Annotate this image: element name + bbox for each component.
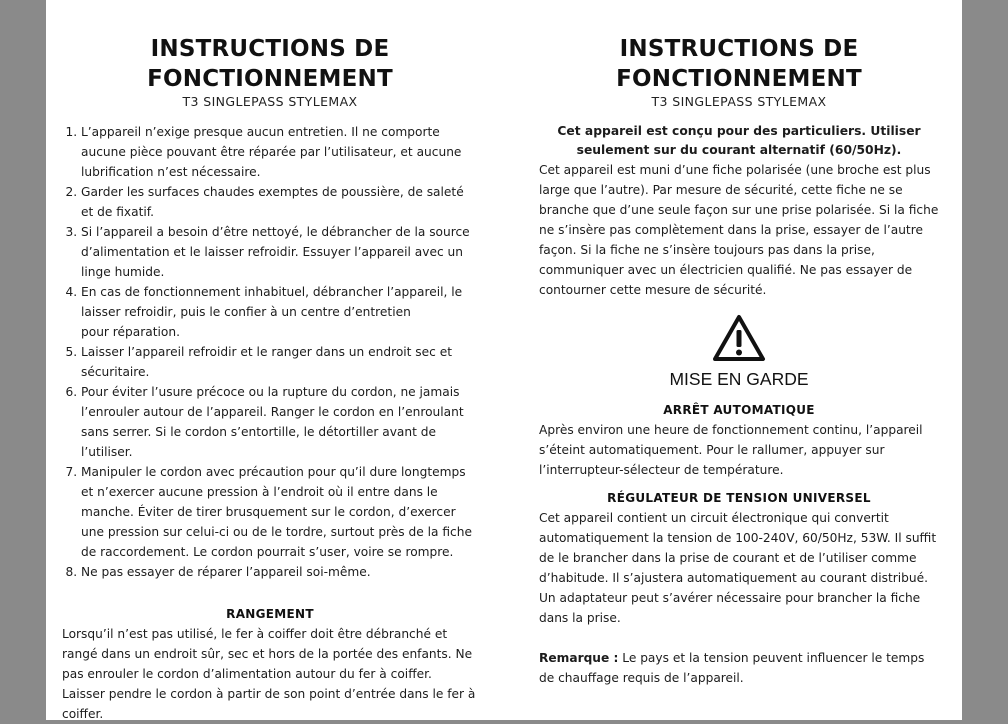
regulator-heading: RÉGULATEUR DE TENSION UNIVERSEL xyxy=(607,491,871,505)
regulator-text: Cet appareil contient un circuit électronique qui convertit automatiquement la tension de 100-240V, 60/50Hz, 53W. Il suffit de le brancher dans la prise de courant et de l’utiliser comme d’habitude. Il s’ajustera automatiquement au courant distribué. Un adaptateur peut s’avérer nécessaire pour brancher la fiche dans la prise. xyxy=(539,511,937,625)
warning-triangle-icon xyxy=(712,314,766,362)
list-item: 7. Manipuler le cordon avec précaution pour qu’il dure longtemps et n’exercer aucune pression à l’endroit où il entre dans le manche. Éviter de tirer brusquement sur le cordon, d’exercer une pression sur celui-ci ou de le tordre, surtout près de la fiche de raccordement. Le cordon pourrait s’user, voire se rompre. xyxy=(81,462,478,562)
product-subtitle: T3 SINGLEPASS STYLEMAX xyxy=(651,94,827,109)
list-item: 6. Pour éviter l’usure précoce ou la rupture du cordon, ne jamais l’enrouler autour de l’appareil. Ranger le cordon en l’enroulant sans serrer. Si le cordon s’entortille, le détortiller avant de l’utiliser. xyxy=(81,382,478,462)
storage-heading: RANGEMENT xyxy=(226,607,314,621)
note-text: Le pays et la tension peuvent influencer le temps de chauffage requis de l’appareil. xyxy=(539,651,925,685)
title-line-1: INSTRUCTIONS DE xyxy=(150,36,390,62)
title-line-1: INSTRUCTIONS DE xyxy=(619,36,859,62)
list-item: 2. Garder les surfaces chaudes exemptes de poussière, de saleté et de fixatif. xyxy=(81,182,478,222)
list-item: 1. L’appareil n’exige presque aucun entretien. Il ne comporte aucune pièce pouvant être réparée par l’utilisateur, et aucune lubrification n’est nécessaire. xyxy=(81,122,478,182)
note-paragraph xyxy=(539,648,939,688)
title-line-2: FONCTIONNEMENT xyxy=(147,66,393,92)
list-item xyxy=(81,282,478,342)
storage-text: Lorsqu’il n’est pas utilisé, le fer à coiffer doit être débranché et rangé dans un endroit sûr, sec et hors de la portée des enfants. Ne pas enrouler le cordon d’alimentation autour du fer à coiffer. Laisser pendre le cordon à partir de son point d’entrée dans le fer à coiffer. xyxy=(62,627,476,721)
auto-off-heading: ARRÊT AUTOMATIQUE xyxy=(663,403,815,417)
list-item: 5. Laisser l’appareil refroidir et le ranger dans un endroit sec et sécuritaire. xyxy=(81,342,478,382)
usage-notice: Cet appareil est conçu pour des particuliers. Utiliser seulement sur du courant alternatif (60/50Hz). xyxy=(557,124,921,157)
product-subtitle: T3 SINGLEPASS STYLEMAX xyxy=(182,94,358,109)
right-column xyxy=(539,0,939,688)
list-item: 3. Si l’appareil a besoin d’être nettoyé, le débrancher de la source d’alimentation et le laisser refroidir. Essuyer l’appareil avec un linge humide. xyxy=(81,222,478,282)
list-item-continuation: pour réparation. xyxy=(81,325,180,339)
page-title xyxy=(539,34,939,94)
instruction-list xyxy=(62,122,478,582)
list-item-text: En cas de fonctionnement inhabituel, débrancher l’appareil, le laisser refroidir, puis le confier à un centre d’entretien xyxy=(81,285,463,319)
page-title xyxy=(62,34,478,94)
warning-block xyxy=(539,314,939,390)
auto-off-text: Après environ une heure de fonctionnement continu, l’appareil s’éteint automatiquement. Pour le rallumer, appuyer sur l’interrupteur-sélecteur de température. xyxy=(539,423,923,477)
note-label: Remarque : xyxy=(539,651,619,665)
list-item: 8. Ne pas essayer de réparer l’appareil soi-même. xyxy=(81,562,478,582)
warning-label: MISE EN GARDE xyxy=(669,369,809,389)
polarized-plug-text: Cet appareil est muni d’une fiche polarisée (une broche est plus large que l’autre). Par mesure de sécurité, cette fiche ne se branche que d’une seule façon sur une prise polarisée. Si la fiche ne s’insère pas complètement dans la prise, essayer de l’autre façon. Si la fiche ne s’insère toujours pas dans la prise, communiquer avec un électricien qualifié. Ne pas essayer de contourner cette mesure de sécurité. xyxy=(539,163,939,297)
manual-page xyxy=(46,0,962,720)
title-line-2: FONCTIONNEMENT xyxy=(616,66,862,92)
left-column xyxy=(62,0,478,724)
